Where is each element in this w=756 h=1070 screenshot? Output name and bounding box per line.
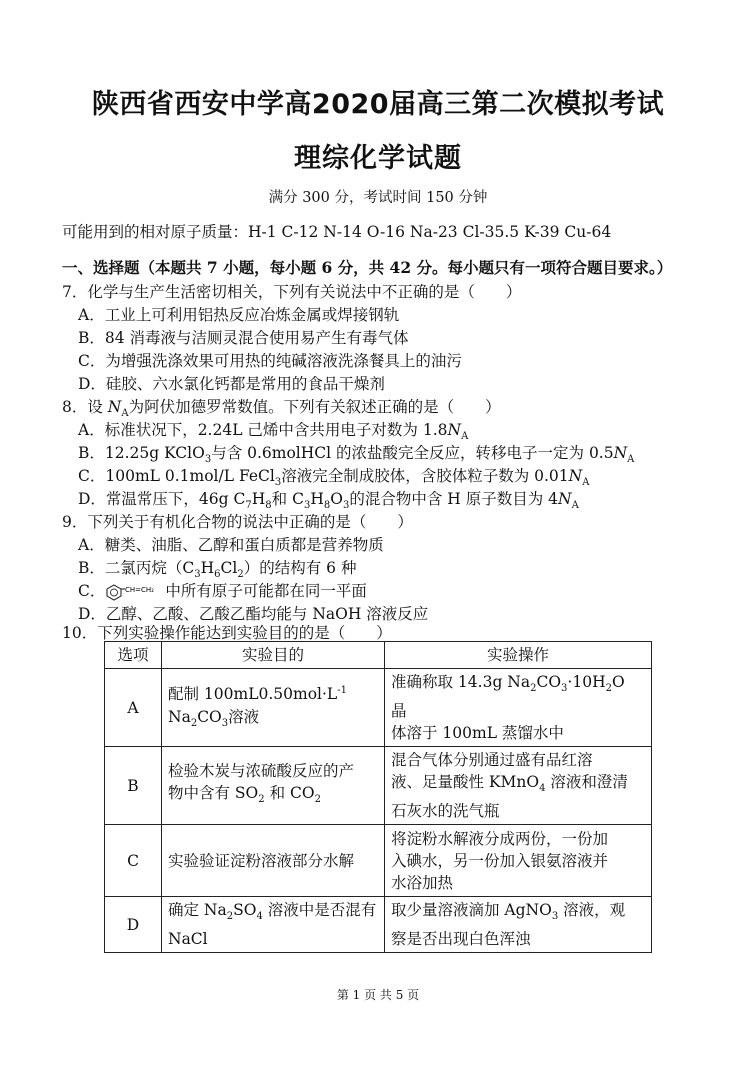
avogadro-symbol: N — [568, 467, 583, 485]
option-text: A．标准状况下，2.24L 己烯中含共用电子对数为 1.8 — [78, 421, 448, 439]
vinyl-group-label: CH=CH₂ — [125, 586, 155, 594]
option-text: H — [310, 490, 324, 508]
operation-text: 察是否出现白色浑浊 — [391, 930, 531, 949]
purpose-text: 检验木炭与浓硫酸反应的产 — [168, 762, 355, 781]
stem-text: 为阿伏加德罗常数值。下列有关叙述正确的是（ ） — [128, 398, 501, 416]
page-footer: 第 1 页 共 5 页 — [336, 988, 420, 1002]
avogadro-subscript: A — [571, 500, 579, 512]
header-operation: 实验操作 — [385, 642, 652, 669]
subscript: 4 — [539, 783, 546, 795]
avogadro-symbol: N — [558, 490, 572, 508]
row-key: A — [105, 669, 162, 747]
row-purpose — [162, 747, 385, 825]
purpose-text: Na — [168, 707, 191, 726]
purpose-text: 物中含有 SO — [168, 784, 259, 803]
purpose-text: CO — [197, 707, 222, 726]
option-text: H — [251, 490, 266, 508]
question-8-option-c — [78, 464, 589, 488]
question-7-option-a: A．工业上可利用铝热反应冶炼金属或焊接钢轨 — [78, 306, 400, 324]
header-option: 选项 — [105, 642, 162, 669]
option-text: 的混合物中含 H 原子数目为 4 — [349, 490, 558, 508]
option-text: Cl — [220, 559, 238, 577]
question-7-stem: 7．化学与生产生活密切相关，下列有关说法中不正确的是（ ） — [62, 283, 522, 301]
operation-text: 取少量溶液滴加 AgNO — [391, 901, 552, 920]
subscript: 2 — [605, 683, 612, 695]
subscript: 3 — [194, 569, 201, 581]
operation-text: 溶液，观 — [558, 901, 626, 920]
operation-text: O 晶 — [391, 673, 625, 721]
question-9-option-a: A．糖类、油脂、乙醇和蛋白质都是营养物质 — [78, 536, 384, 554]
subscript: 2 — [190, 717, 198, 729]
operation-text: 准确称取 14.3g Na — [391, 673, 531, 691]
purpose-text: 确定 Na — [168, 901, 227, 920]
avogadro-subscript: A — [461, 431, 469, 443]
question-9-option-d: D．乙醇、乙酸、乙酸乙酯均能与 NaOH 溶液反应 — [78, 605, 429, 623]
option-label: C． — [78, 582, 106, 600]
exam-meta: 满分 300 分，考试时间 150 分钟 — [268, 190, 488, 206]
purpose-text: 溶液中是否混有 — [262, 901, 377, 920]
exam-subtitle: 理综化学试题 — [294, 143, 462, 174]
subscript: 6 — [214, 569, 221, 581]
question-10-stem: 10．下列实验操作能达到实验目的的是（ ） — [62, 624, 392, 642]
question-8-option-d — [78, 487, 579, 511]
subscript: 2 — [314, 794, 321, 806]
avogadro-symbol: N — [107, 398, 122, 416]
operation-text: ·10H — [567, 673, 606, 691]
purpose-text: 和 CO — [264, 784, 315, 803]
table-row — [105, 897, 652, 953]
avogadro-subscript: A — [121, 408, 129, 420]
row-key: D — [105, 897, 162, 953]
option-text: B．12.25g KClO — [78, 444, 205, 462]
option-text: H — [200, 559, 215, 577]
experiment-table — [104, 641, 652, 953]
subscript: 3 — [561, 683, 568, 695]
row-key: B — [105, 747, 162, 825]
subscript: 3 — [221, 717, 229, 729]
subscript: 4 — [256, 911, 263, 923]
operation-text: 石灰水的洗气瓶 — [391, 802, 500, 821]
operation-text: 混合气体分别通过盛有品红溶 — [391, 751, 593, 770]
subscript: 2 — [530, 683, 537, 695]
subscript: 2 — [226, 911, 234, 923]
subscript: 3 — [204, 454, 212, 466]
option-text: 和 C — [271, 490, 304, 508]
option-text: O — [330, 490, 343, 508]
operation-text: 体溶于 100mL 蒸馏水中 — [391, 724, 564, 743]
row-purpose — [162, 897, 385, 953]
avogadro-subscript: A — [582, 477, 590, 489]
option-text: B．二氯丙烷（C — [78, 559, 195, 577]
superscript: -1 — [337, 685, 347, 697]
subscript: 3 — [342, 500, 350, 512]
exam-title: 陕西省西安中学高2020届高三第二次模拟考试 — [91, 89, 665, 120]
operation-text: 溶液和澄清 — [545, 773, 628, 792]
operation-text: CO — [536, 673, 562, 691]
purpose-text: 配制 100mL0.50mol·L — [168, 685, 338, 704]
subscript: 8 — [323, 500, 331, 512]
table-row — [105, 669, 652, 747]
row-purpose — [162, 669, 385, 747]
purpose-text: SO — [233, 901, 257, 920]
operation-text: 将淀粉水解液分成两份，一份加 — [391, 829, 609, 848]
subscript: 3 — [303, 500, 311, 512]
subscript: 3 — [274, 477, 282, 489]
subscript: 2 — [237, 569, 244, 581]
question-9-stem: 9．下列关于有机化合物的说法中正确的是（ ） — [62, 513, 413, 531]
row-purpose: 实验验证淀粉溶液部分水解 — [162, 825, 385, 897]
question-9-option-b — [78, 556, 356, 580]
row-operation — [385, 669, 652, 747]
row-operation — [385, 747, 652, 825]
row-operation — [385, 897, 652, 953]
section-heading: 一、选择题（本题共 7 小题，每小题 6 分，共 42 分。每小题只有一项符合题目要求。） — [62, 258, 673, 277]
subscript: 3 — [551, 911, 559, 923]
header-purpose: 实验目的 — [162, 642, 385, 669]
avogadro-symbol: N — [447, 421, 462, 439]
question-8-option-a — [78, 418, 468, 442]
operation-text: 液、足量酸性 KMnO — [391, 773, 540, 792]
purpose-text: NaCl — [168, 930, 208, 949]
purpose-text: 溶液 — [228, 707, 260, 726]
option-text: ）的结构有 6 种 — [243, 559, 357, 577]
avogadro-symbol: N — [613, 444, 628, 462]
operation-text: 入碘水，另一份加入银氨溶液并 — [391, 851, 609, 870]
subscript: 8 — [265, 500, 272, 512]
option-text: 溶液完全制成胶体，含胶体粒子数为 0.01 — [281, 467, 569, 485]
table-row — [105, 825, 652, 897]
stem-prefix: 8．设 — [62, 398, 108, 416]
table-header-row — [105, 642, 652, 669]
question-7-option-b: B．84 消毒液与洁厕灵混合使用易产生有毒气体 — [78, 329, 409, 347]
row-key: C — [105, 825, 162, 897]
question-8-option-b — [78, 441, 634, 465]
table-row — [105, 747, 652, 825]
avogadro-subscript: A — [627, 454, 635, 466]
question-9-option-c — [78, 579, 367, 601]
option-text: C．100mL 0.1mol/L FeCl — [78, 467, 275, 485]
styrene-structure-icon — [105, 583, 163, 601]
subscript: 2 — [258, 794, 265, 806]
atomic-masses: 可能用到的相对原子质量：H-1 C-12 N-14 O-16 Na-23 Cl-35.5 K-39 Cu-64 — [62, 223, 612, 241]
question-7-option-d: D．硅胶、六水氯化钙都是常用的食品干燥剂 — [78, 375, 385, 393]
question-8-stem — [62, 395, 501, 419]
operation-text: 水浴加热 — [391, 873, 454, 892]
row-operation — [385, 825, 652, 897]
option-text: D．常温常压下，46g C — [78, 490, 246, 508]
option-text: 与含 0.6molHCl 的浓盐酸完全反应，转移电子一定为 0.5 — [211, 444, 614, 462]
question-7-option-c: C．为增强洗涤效果可用热的纯碱溶液洗涤餐具上的油污 — [78, 352, 462, 370]
subscript: 7 — [245, 500, 252, 512]
option-text: 中所有原子可能都在同一平面 — [165, 582, 367, 600]
